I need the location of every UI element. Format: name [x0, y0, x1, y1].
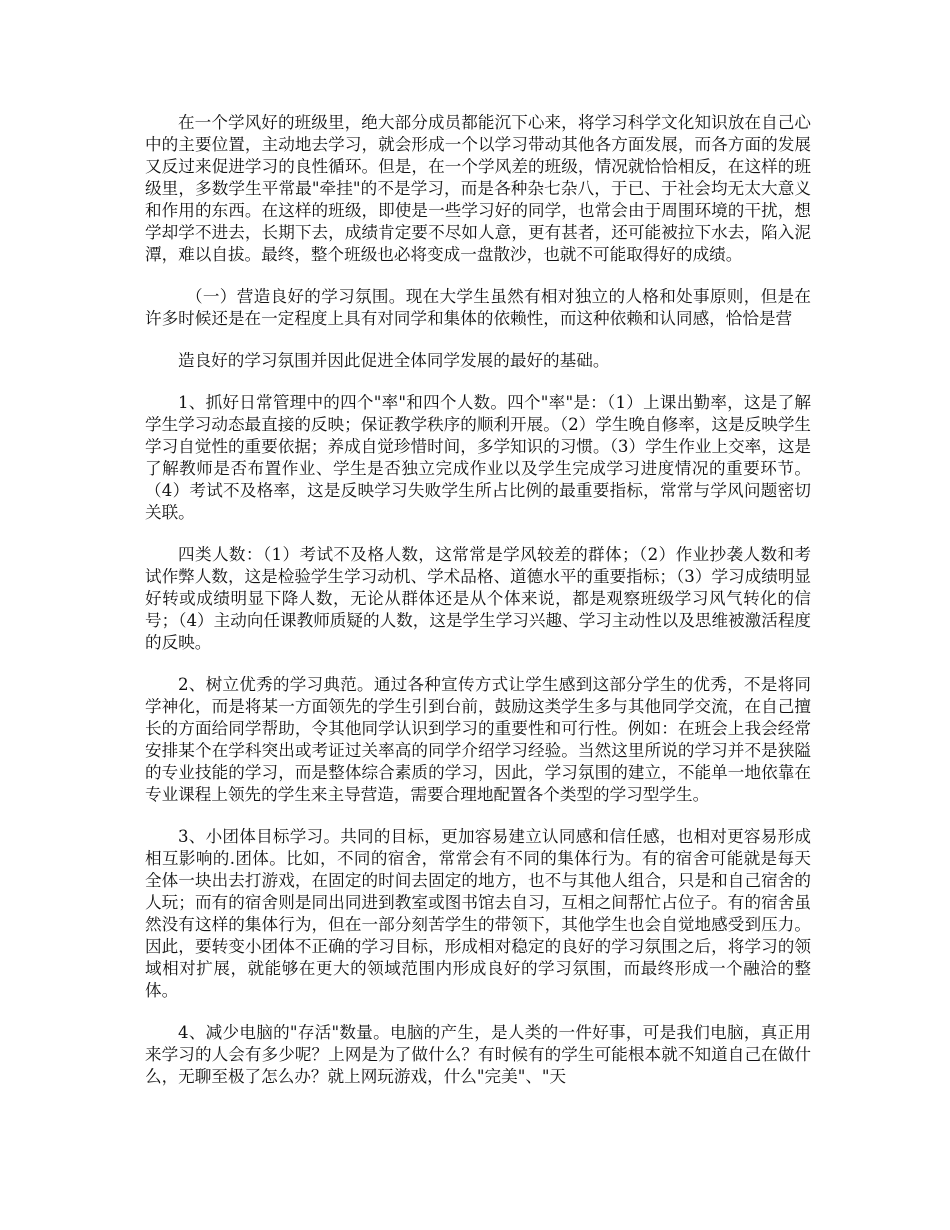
paragraph-item-3-small-groups: 3、小团体目标学习。共同的目标，更加容易建立认同感和信任感，也相对更容易形成相互影响的.团体。比如，不同的宿舍，常常会有不同的集体行为。有的宿舍可能就是每天全体一块出去打游戏，在固定的时间去固定的地方，也不与其他人组合，只是和自己宿舍的人玩；而有的宿舍则是同出同进到教室或图书馆去自习，互相之间帮忙占位子。有的宿舍虽然没有这样的集体行为，但在一部分刻苦学生的带领下，其他学生也会自觉地感受到压力。因此，要转变小团体不正确的学习目标，形成相对稳定的良好的学习氛围之后，将学习的领域相对扩展，就能够在更大的领域范围内形成良好的学习氛围，而最终形成一个融洽的整体。 [145, 827, 811, 1000]
paragraph-item-1-four-rates: 1、抓好日常管理中的四个"率"和四个人数。四个"率"是：（1）上课出勤率，这是了解学生学习动态最直接的反映；保证教学秩序的顺利开展。（2）学生晚自修率，这是反映学生学习自觉性的重要依据；养成自觉珍惜时间，多学知识的习惯。（3）学生作业上交率，这是了解教师是否布置作业、学生是否独立完成作业以及学生完成学习进度情况的重要环节。（4）考试不及格率，这是反映学习失败学生所占比例的最重要指标，常常与学风问题密切关联。 [145, 393, 812, 522]
paragraph-class-atmosphere: 在一个学风好的班级里，绝大部分成员都能沉下心来，将学习科学文化知识放在自己心中的主要位置，主动地去学习，就会形成一个以学习带动其他各方面发展，而各方面的发展又反过来促进学习的良性循环。但是，在一个学风差的班级，情况就恰恰相反，在这样的班级里，多数学生平常最"牵挂"的不是学习，而是各种杂七杂八，于已、于社会均无太大意义和作用的东西。在这样的班级，即使是一些学习好的同学，也常会由于周围环境的干扰，想学却学不进去，长期下去，成绩肯定要不尽如人意，更有甚者，还可能被拉下水去，陷入泥潭，难以自拔。最终，整个班级也必将变成一盘散沙，也就不可能取得好的成绩。 [145, 113, 811, 264]
paragraph-continuation: 造良好的学习氛围并因此促进全体同学发展的最好的基础。 [178, 351, 610, 370]
paragraph-four-counts: 四类人数：（1）考试不及格人数，这常常是学风较差的群体；（2）作业抄袭人数和考试作弊人数，这是检验学生学习动机、学术品格、道德水平的重要指标；（3）学习成绩明显好转或成绩明显下降人数，无论从群体还是从个体来说，都是观察班级学习风气转化的信号；（4）主动向任课教师质疑的人数，这是学生学习兴趣、学习主动性以及思维被激活程度的反映。 [145, 545, 812, 652]
paragraph-item-4-computers: 4、减少电脑的"存活"数量。电脑的产生，是人类的一件好事，可是我们电脑，真正用来学习的人会有多少呢？上网是为了做什么？有时候有的学生可能根本就不知道自己在做什么，无聊至极了怎么办？就上网玩游戏，什么"完美"、"天 [145, 1023, 811, 1086]
document-page [145, 112, 811, 1108]
paragraph-item-2-role-models: 2、树立优秀的学习典范。通过各种宣传方式让学生感到这部分学生的优秀，不是将同学神化，而是将某一方面领先的学生引到台前，鼓励这类学生多与其他同学交流，在自己擅长的方面给同学帮助，令其他同学认识到学习的重要性和可行性。例如：在班会上我会经常安排某个在学科突出或考证过关率高的同学介绍学习经验。当然这里所说的学习并不是狭隘的专业技能的学习，而是整体综合素质的学习，因此，学习氛围的建立，不能单一地依靠在专业课程上领先的学生来主导营造，需要合理地配置各个类型的学习型学生。 [145, 675, 811, 804]
paragraph-section-one-heading: （一）营造良好的学习氛围。现在大学生虽然有相对独立的人格和处事原则，但是在许多时候还是在一定程度上具有对同学和集体的依赖性，而这种依赖和认同感，恰恰是营 [145, 287, 811, 328]
